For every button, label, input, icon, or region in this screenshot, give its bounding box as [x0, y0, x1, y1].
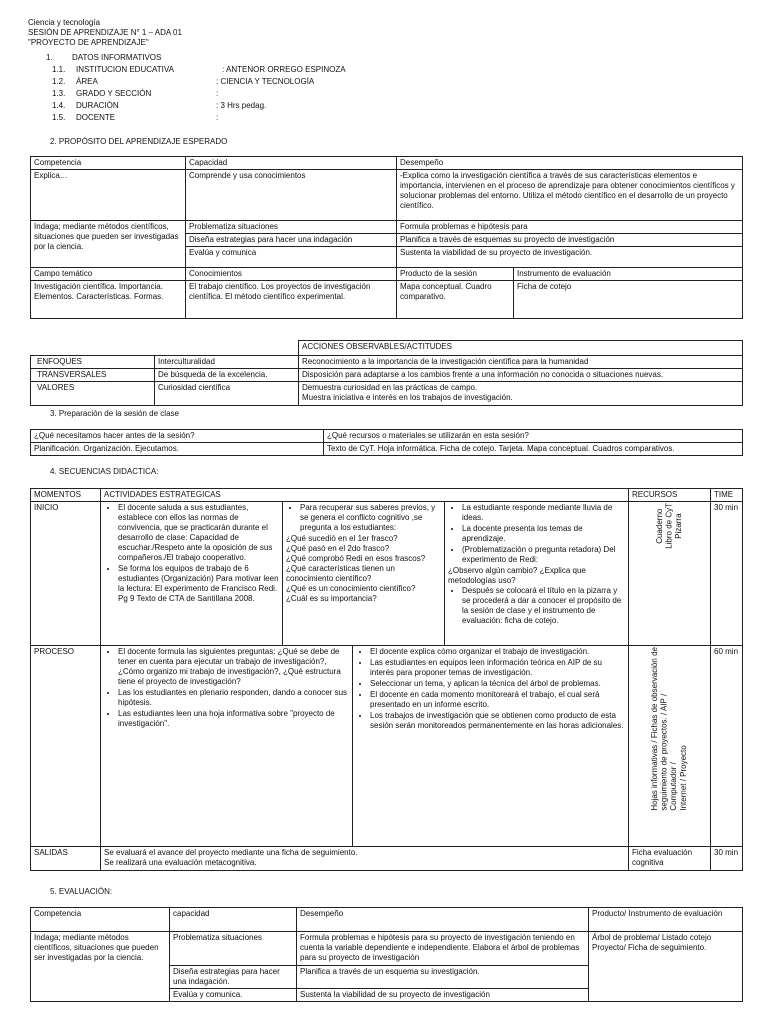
list-item: • El docente explica cómo organizar el trabajo de investigación. [370, 647, 625, 657]
question-line: ¿Qué pasó en el 2do frasco? [286, 544, 390, 553]
header-cell: capacidad [170, 908, 297, 932]
activity-cell [101, 646, 353, 847]
field-number: 1.1. [52, 65, 66, 74]
field-label: DOCENTE [76, 113, 116, 122]
field-value: : 3 Hrs pedag. [216, 101, 267, 110]
field-number: 1.3. [52, 89, 66, 98]
field-value: : CIENCIA Y TECNOLOGÍA [216, 77, 315, 86]
question-line: ¿Qué es un conocimiento científico? [286, 584, 416, 593]
list-item: • Las los estudiantes en plenario responden, dando a conocer sus hipótesis. [118, 688, 349, 708]
resources-cell [629, 646, 711, 847]
product-cell: Árbol de problema/ Listado cotejo Proyecto/ Ficha de seguimiento. [589, 932, 743, 1002]
closing-line: Se realizará una evaluación metacognitiva. [104, 858, 257, 867]
list-item: • Las estudiantes leen una hoja informativa sobre "proyecto de investigación". [118, 709, 349, 729]
field-value: : [216, 113, 219, 122]
evaluation-table [30, 907, 743, 1002]
field-value: : [216, 89, 219, 98]
section-1-number: 1. [46, 53, 53, 62]
moment-label: SALIDAS [31, 847, 101, 871]
answer-cell: Texto de CyT. Hoja informática. Ficha de cotejo. Tarjeta. Mapa conceptual. Cuadros comparativos. [324, 443, 743, 456]
question-line: ¿Qué características tienen un conocimiento científico? [286, 564, 395, 583]
resources-cell: Ficha evaluación cognitiva [629, 847, 711, 871]
approach-cell: Interculturalidad [155, 356, 299, 369]
resources-text: Cuaderno Libro de CyT Pizarra [655, 503, 684, 549]
sequence-table [30, 488, 743, 871]
header-cell: Conocimientos [186, 268, 397, 281]
row-label: ENFOQUES [31, 356, 155, 369]
competence-cell: Explica… [31, 170, 186, 221]
competence-cell: Indaga; mediante métodos científicos, situaciones que pueden ser investigadas por la ciencia. [31, 932, 170, 1002]
moment-label: INICIO [31, 502, 101, 646]
section-3-title: 3. Preparación de la sesión de clase [50, 409, 179, 418]
question-line: ¿Observo algún cambio? ¿Explica que metodologías uso? [448, 566, 586, 585]
section-5-title: 5. EVALUACIÓN: [50, 887, 113, 896]
performance-cell: Planifica a través de esquemas su proyecto de investigación [397, 234, 743, 247]
time-cell: 30 min [711, 847, 743, 871]
question-line: ¿Qué comprobó Redi en esos frascos? [286, 554, 426, 563]
field-label: DURACIÓN [76, 101, 119, 110]
field-label: GRADO Y SECCIÓN [76, 89, 152, 98]
closing-line: Se evaluará el avance del proyecto mediante una ficha de seguimiento. [104, 848, 358, 857]
field-number: 1.2. [52, 77, 66, 86]
time-cell: 60 min [711, 646, 743, 847]
field-number: 1.5. [52, 113, 66, 122]
project-title: "PROYECTO DE APRENDIZAJE" [28, 38, 149, 47]
header-cell: MOMENTOS [31, 489, 101, 502]
preparation-table [30, 429, 743, 456]
purpose-table [30, 156, 743, 319]
header-cell: Competencia [31, 157, 186, 170]
question-line: ¿Qué sucedió en el 1er frasco? [286, 534, 398, 543]
header-cell: Competencia [31, 908, 170, 932]
list-item: • Las estudiantes en equipos leen información teórica en AIP de su interés para proponer temas de investigación. [370, 658, 625, 678]
header-cell: ACTIVIDADES ESTRATEGICAS [101, 489, 629, 502]
activity-cell [283, 502, 445, 646]
section-1-title: DATOS INFORMATIVOS [72, 53, 162, 62]
list-item: • Se forma los equipos de trabajo de 6 estudiantes (Organización) Para motivar leen la lectura: El experimento de Francisco Redi. Pg 9 Texto de CTA de Santillana 2008. [118, 564, 279, 604]
capacity-cell: Comprende y usa conocimientos [186, 170, 397, 221]
action-cell [299, 382, 743, 406]
list-item: • Para recuperar sus saberes previos, y se genera el conflicto cognitivo ,se pregunta a los estudiantes: [300, 503, 441, 533]
capacity-cell: Problematiza situaciones [186, 221, 397, 234]
question-cell: ¿Qué necesitamos hacer antes de la sesión? [31, 430, 324, 443]
performance-cell: Planifica a través de un esquema su investigación. [297, 966, 589, 989]
action-line: Muestra iniciativa e interés en los trabajos de investigación. [302, 393, 513, 402]
activity-cell [353, 646, 629, 847]
question-line: ¿Cuál es su importancia? [286, 594, 377, 603]
list-item: • El docente formula las siguientes preguntas: ¿Qué se debe de tener en cuenta para ejecutar un trabajo de investigación?, ¿Cómo organizo mi trabajo de investigación?, ¿Qué estructura tiene el proyecto de investigación? [118, 647, 349, 687]
activity-cell [101, 502, 283, 646]
header-cell: Campo temático [31, 268, 186, 281]
list-item: • Después se colocará el título en la pizarra y se procederá a dar a conocer el propósito de la sesión de clase y el instrumento de evaluación: ficha de cotejo. [462, 586, 625, 626]
question-cell: ¿Qué recursos o materiales se utilizarán en esta sesión? [324, 430, 743, 443]
list-item: • El docente en cada momento monitoreará el trabajo, el cual será presentado en un informe escrito. [370, 690, 625, 710]
theme-cell: Investigación científica. Importancia. Elementos. Características. Formas. [31, 281, 186, 319]
capacity-cell: Evalúa y comunica. [170, 989, 297, 1002]
field-value: : ANTENOR ORREGO ESPINOZA [222, 65, 346, 74]
performance-cell: Formula problemas e hipótesis para [397, 221, 743, 234]
instrument-cell: Ficha de cotejo [514, 281, 743, 319]
approach-cell: Curiosidad científica [155, 382, 299, 406]
competence-cell: Indaga; mediante métodos científicos, situaciones que pueden ser investigadas por la ciencia. [31, 221, 186, 268]
header-cell: ACCIONES OBSERVABLES/ACTITUDES [299, 341, 743, 356]
header-cell: Desempeño [397, 157, 743, 170]
area-title: Ciencia y tecnología [28, 18, 101, 27]
row-label: VALORES [31, 382, 155, 406]
performance-cell: Formula problemas e hipótesis para su proyecto de investigación teniendo en cuenta la variable dependiente e independiente. Elabora el árbol de problemas para su proyecto de investigación [297, 932, 589, 966]
action-cell: Disposición para adaptarse a los cambios frente a una información no conocida o situaciones nuevas. [299, 369, 743, 382]
performance-cell: Sustenta la viabilidad de su proyecto de investigación [297, 989, 589, 1002]
header-cell: Capacidad [186, 157, 397, 170]
capacity-cell: Problematiza situaciones [170, 932, 297, 966]
capacity-cell: Diseña estrategias para hacer una indagación [186, 234, 397, 247]
field-label: INSTITUCION EDUCATIVA [76, 65, 174, 74]
header-cell: TIME [711, 489, 743, 502]
product-cell: Mapa conceptual. Cuadro comparativo. [397, 281, 514, 319]
list-item: • La estudiante responde mediante lluvia de ideas. [462, 503, 625, 523]
list-item: • El docente saluda a sus estudiantes, establece con ellos las normas de convivencia, que se practicarán durante el desarrollo de clase: Capacidad de escuchar./Respeto ante la oposición de sus compañeros./El trabajo cooperativo. [118, 503, 279, 563]
resources-cell [629, 502, 711, 646]
action-line: Demuestra curiosidad en las prácticas de campo. [302, 383, 478, 392]
activity-cell [101, 847, 629, 871]
header-cell: Producto de la sesión [397, 268, 514, 281]
activity-cell [445, 502, 629, 646]
row-label: TRANSVERSALES [31, 369, 155, 382]
header-cell: Instrumento de evaluación [514, 268, 743, 281]
approach-cell: De búsqueda de la excelencia. [155, 369, 299, 382]
session-title: SESIÓN DE APRENDIZAJE N° 1 – ADA 01 [28, 28, 182, 37]
performance-cell: Sustenta la viabilidad de su proyecto de investigación. [397, 247, 743, 268]
resources-text: Hojas informativas / Fichas de observación de seguimiento de proyectos. / AIP / Computador / Internet / Proyecto [650, 647, 689, 811]
section-2-title: 2. PROPÓSITO DEL APRENDIZAJE ESPERADO [50, 137, 228, 146]
list-item: • Seleccionar un tema, y aplican la técnica del árbol de problemas. [370, 679, 625, 689]
time-cell: 30 min [711, 502, 743, 646]
document-header [28, 18, 182, 48]
performance-cell: -Explica como la investigación científica a través de sus características elementos e importancia, intervienen en el proceso de aprendizaje para obtener conocimientos científicos y solucionar problemas del entorno. Utiliza el método científico en el desarrollo de un proyecto científico. [397, 170, 743, 221]
knowledge-cell: El trabajo científico. Los proyectos de investigación científica. El método científico experimental. [186, 281, 397, 319]
capacity-cell: Evalúa y comunica [186, 247, 397, 268]
list-item: • Los trabajos de investigación que se obtienen como producto de esta sesión serán monitoreados permanentemente en las horas adicionales. [370, 711, 625, 731]
action-cell: Reconocimiento a la importancia de la investigación científica para la humanidad [299, 356, 743, 369]
answer-cell: Planificación. Organización. Ejecutamos. [31, 443, 324, 456]
section-4-title: 4. SECUENCIAS DIDACTICA: [50, 467, 159, 476]
list-item: • (Problematización o pregunta retadora) Del experimento de Redi: [462, 545, 625, 565]
header-cell: RECURSOS [629, 489, 711, 502]
header-cell: Desempeño [297, 908, 589, 932]
moment-label: PROCESO [31, 646, 101, 847]
list-item: • La docente presenta los temas de aprendizaje. [462, 524, 625, 544]
capacity-cell: Diseña estrategias para hacer una indagación. [170, 966, 297, 989]
field-number: 1.4. [52, 101, 66, 110]
approaches-table [30, 340, 743, 406]
field-label: ÁREA [76, 77, 98, 86]
header-cell: Producto/ Instrumento de evaluación [589, 908, 743, 932]
